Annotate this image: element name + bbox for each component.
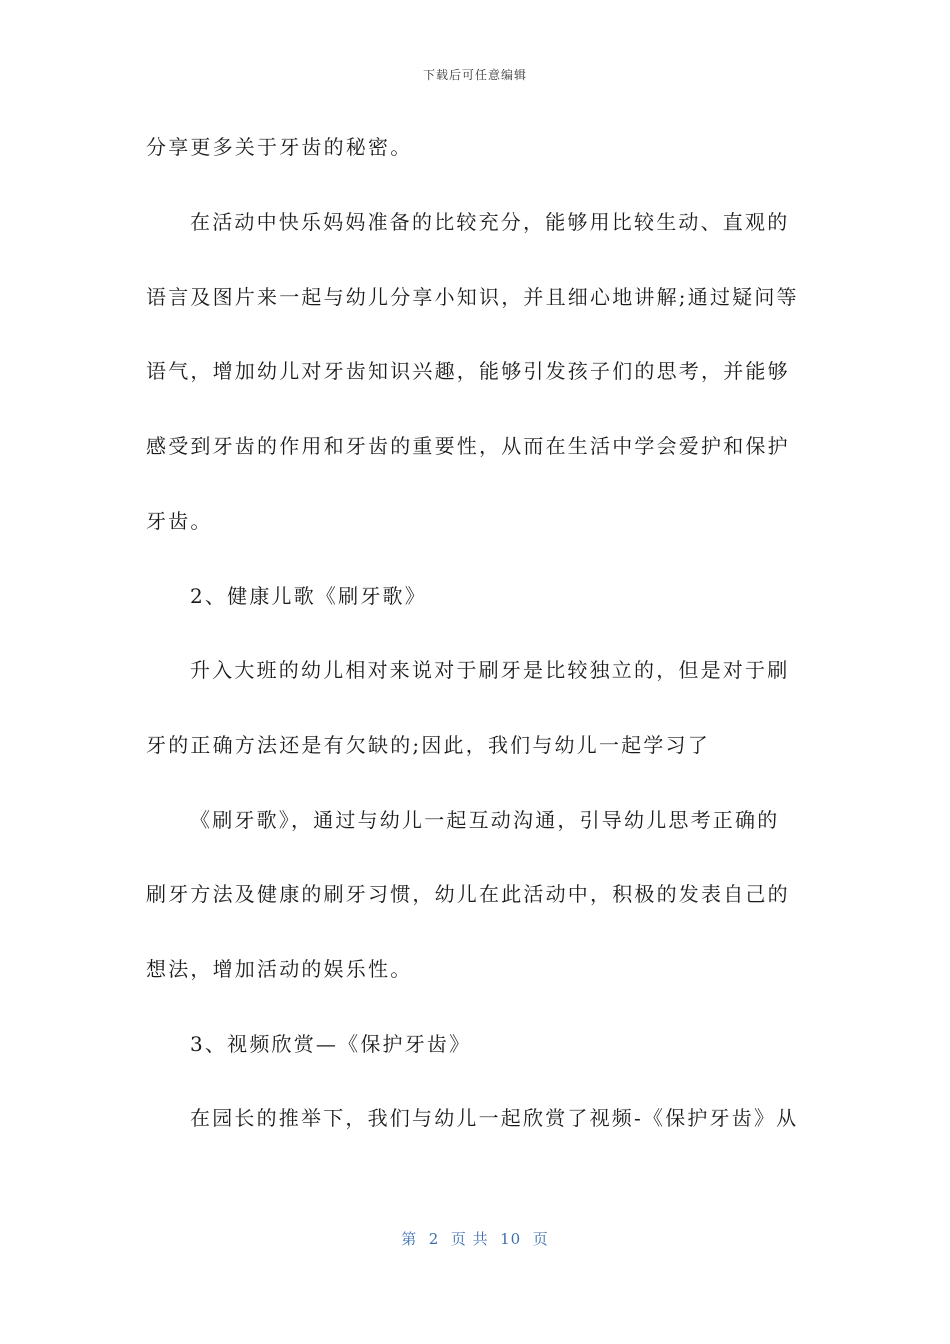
text-line-10: 《刷牙歌》，通过与幼儿一起互动沟通，引导幼儿思考正确的 bbox=[190, 808, 780, 832]
text-line-6: 牙齿。 bbox=[146, 509, 213, 533]
text-line-2: 在活动中快乐妈妈准备的比较充分，能够用比较生动、直观的 bbox=[190, 210, 790, 234]
text-line-11: 刷牙方法及健康的刷牙习惯，幼儿在此活动中，积极的发表自己的 bbox=[146, 882, 790, 906]
text-line-8: 升入大班的幼儿相对来说对于刷牙是比较独立的，但是对于刷 bbox=[190, 658, 790, 682]
text-line-12: 想法，增加活动的娱乐性。 bbox=[146, 957, 413, 981]
text-line-9: 牙的正确方法还是有欠缺的;因此，我们与幼儿一起学习了 bbox=[146, 733, 710, 757]
section-heading-3: 3、视频欣赏—《保护牙齿》 bbox=[190, 1032, 472, 1056]
section-heading-2: 2、健康儿歌《刷牙歌》 bbox=[190, 584, 427, 608]
text-line-4: 语气，增加幼儿对牙齿知识兴趣，能够引发孩子们的思考，并能够 bbox=[146, 359, 790, 383]
text-line-3: 语言及图片来一起与幼儿分享小知识，并且细心地讲解;通过疑问等 bbox=[146, 285, 799, 309]
header-note: 下载后可任意编辑 bbox=[422, 68, 527, 82]
text-line-14: 在园长的推举下，我们与幼儿一起欣赏了视频-《保护牙齿》从 bbox=[190, 1106, 799, 1130]
text-line-5: 感受到牙齿的作用和牙齿的重要性，从而在生活中学会爱护和保护 bbox=[146, 434, 790, 458]
page-footer: 第 2 页 共 10 页 bbox=[401, 1230, 549, 1248]
text-line-1: 分享更多关于牙齿的秘密。 bbox=[146, 135, 413, 159]
